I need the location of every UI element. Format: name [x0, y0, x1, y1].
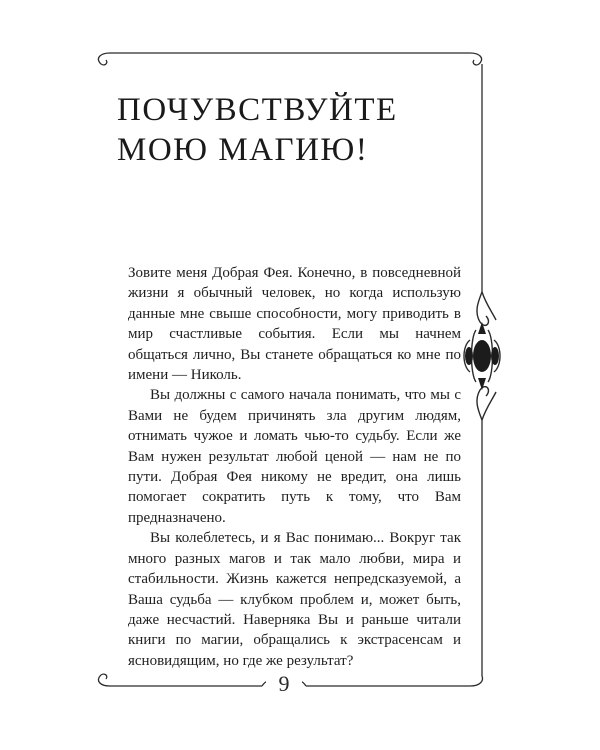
- chapter-title: [117, 90, 477, 170]
- page-number: 9: [266, 672, 302, 696]
- chapter-title-line-2: МОЮ МАГИЮ!: [117, 132, 369, 168]
- body-text: [128, 263, 461, 671]
- chapter-title-line-1: ПОЧУВСТВУЙТЕ: [117, 92, 398, 128]
- paragraph-2: Вы должны с самого начала понимать, что мы с Вами не будем причинять зла другим людям, отнимать чужое и ломать чью-то судьбу. Если же Вам нужен результат любой ценой — нам не по пути. Добрая Фея никому не вредит, она лишь помогает сократить путь к тому, что Вам предназначено.: [128, 387, 461, 526]
- paragraph-1: Зовите меня Добрая Фея. Конечно, в повседневной жизни я обычный человек, но когда использую данные мне свыше способности, могу приводить в мир счастливые события. Если мы начнем общаться лично, Вы станете обращаться ко мне по имени — Николь.: [128, 265, 461, 384]
- paragraph-3: Вы колеблетесь, и я Вас понимаю... Вокруг так много разных магов и так мало любви, мира и стабильности. Жизнь кажется непредсказуемой, а Ваша судьба — клубком проблем и, может быть, даже несчастий. Наверняка Вы и раньше читали книги по магии, обращались к экстрасенсам и ясновидящим, но где же результат?: [128, 530, 461, 669]
